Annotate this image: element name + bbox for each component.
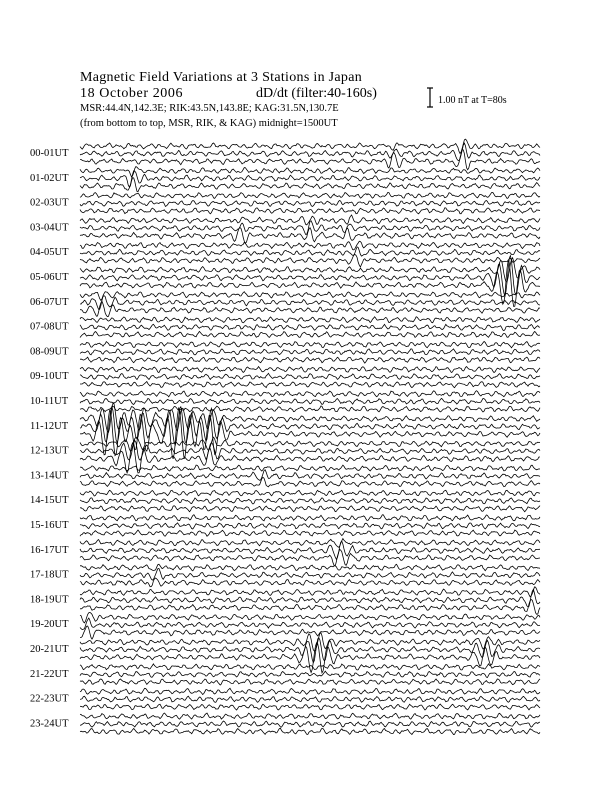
- trace-msr: [80, 255, 540, 268]
- trace-rik: [80, 296, 540, 310]
- trace-kag: [80, 317, 540, 323]
- chart-date: 18 October 2006: [80, 86, 184, 101]
- trace-rik: [80, 247, 540, 256]
- trace-rik: [80, 441, 540, 461]
- trace-kag: [80, 341, 540, 347]
- trace-rik: [80, 201, 540, 207]
- trace-kag: [80, 192, 540, 198]
- trace-msr: [80, 578, 540, 587]
- hour-label: 23-24UT: [30, 718, 69, 730]
- trace-kag: [80, 292, 540, 301]
- hour-label: 19-20UT: [30, 619, 69, 631]
- trace-rik: [80, 398, 540, 404]
- trace-kag: [80, 564, 540, 571]
- trace-kag: [80, 539, 540, 548]
- trace-msr: [80, 477, 540, 487]
- hour-label: 05-06UT: [30, 272, 69, 283]
- hour-label: 03-04UT: [30, 222, 69, 234]
- trace-kag: [80, 367, 540, 373]
- hour-label: 00-01UT: [30, 148, 69, 159]
- traces: [80, 139, 540, 734]
- trace-msr: [80, 406, 540, 412]
- hour-label: 07-08UT: [30, 321, 69, 333]
- trace-msr: [80, 382, 540, 388]
- station-coordinates: MSR:44.4N,142.3E; RIK:43.5N,143.8E; KAG:31.5N,130.7E: [80, 103, 339, 114]
- trace-rik: [80, 671, 540, 677]
- trace-rik: [80, 349, 540, 355]
- trace-rik: [80, 618, 540, 630]
- trace-msr: [80, 728, 540, 734]
- hour-label: 08-09UT: [30, 346, 69, 358]
- hour-label: 06-07UT: [30, 296, 69, 308]
- trace-kag: [80, 515, 540, 521]
- trace-kag: [80, 391, 540, 397]
- trace-msr: [80, 443, 540, 473]
- trace-kag: [80, 612, 540, 623]
- hour-label: 11-12UT: [30, 420, 69, 432]
- hour-label: 10-11UT: [30, 396, 69, 407]
- trace-kag: [80, 688, 540, 694]
- trace-msr: [80, 331, 540, 337]
- hour-label: 04-05UT: [30, 247, 69, 259]
- trace-rik: [80, 638, 540, 663]
- hour-label: 22-23UT: [30, 693, 69, 705]
- hour-label: 01-02UT: [30, 172, 69, 184]
- hour-label: 02-03UT: [30, 197, 69, 209]
- trace-msr: [80, 506, 540, 512]
- trace-msr: [80, 261, 540, 307]
- hour-label: 14-15UT: [30, 495, 69, 507]
- chart-title: Magnetic Field Variations at 3 Stations in Japan: [80, 70, 363, 85]
- trace-kag: [80, 403, 540, 432]
- chart-filter: dD/dt (filter:40-160s): [256, 86, 377, 101]
- trace-kag: [80, 241, 540, 250]
- trace-kag: [80, 713, 540, 719]
- trace-msr: [80, 530, 540, 536]
- hour-label: 16-17UT: [30, 544, 69, 556]
- trace-kag: [80, 139, 540, 153]
- trace-kag: [80, 587, 540, 597]
- hour-label: 12-13UT: [30, 445, 69, 457]
- trace-rik: [80, 324, 540, 330]
- trace-rik: [80, 498, 540, 504]
- trace-kag: [80, 167, 540, 177]
- trace-rik: [80, 696, 540, 702]
- scale-bar: [427, 88, 433, 107]
- trace-msr: [80, 704, 540, 710]
- trace-rik: [80, 373, 540, 379]
- hour-label: 20-21UT: [30, 644, 69, 655]
- trace-order-note: (from bottom to top, MSR, RIK, & KAG) midnight=1500UT: [80, 118, 338, 129]
- trace-kag: [80, 465, 540, 471]
- hour-labels: [30, 148, 69, 729]
- hour-label: 18-19UT: [30, 594, 69, 606]
- trace-kag: [80, 490, 540, 496]
- trace-rik: [80, 569, 540, 581]
- trace-rik: [80, 523, 540, 529]
- trace-msr: [80, 600, 540, 615]
- trace-msr: [80, 626, 540, 639]
- hour-label: 09-10UT: [30, 371, 69, 383]
- trace-msr: [80, 357, 540, 363]
- hour-label: 15-16UT: [30, 520, 69, 531]
- trace-rik: [80, 541, 540, 559]
- scale-bar-label: 1.00 nT at T=80s: [438, 95, 507, 106]
- trace-kag: [80, 258, 540, 282]
- hour-label: 21-22UT: [30, 668, 69, 680]
- trace-rik: [80, 721, 540, 727]
- trace-msr: [80, 679, 540, 685]
- trace-rik: [80, 470, 540, 481]
- hour-label: 13-14UT: [30, 470, 69, 482]
- hour-label: 17-18UT: [30, 569, 69, 581]
- trace-kag: [80, 215, 540, 225]
- trace-msr: [80, 208, 540, 214]
- trace-rik: [80, 171, 540, 187]
